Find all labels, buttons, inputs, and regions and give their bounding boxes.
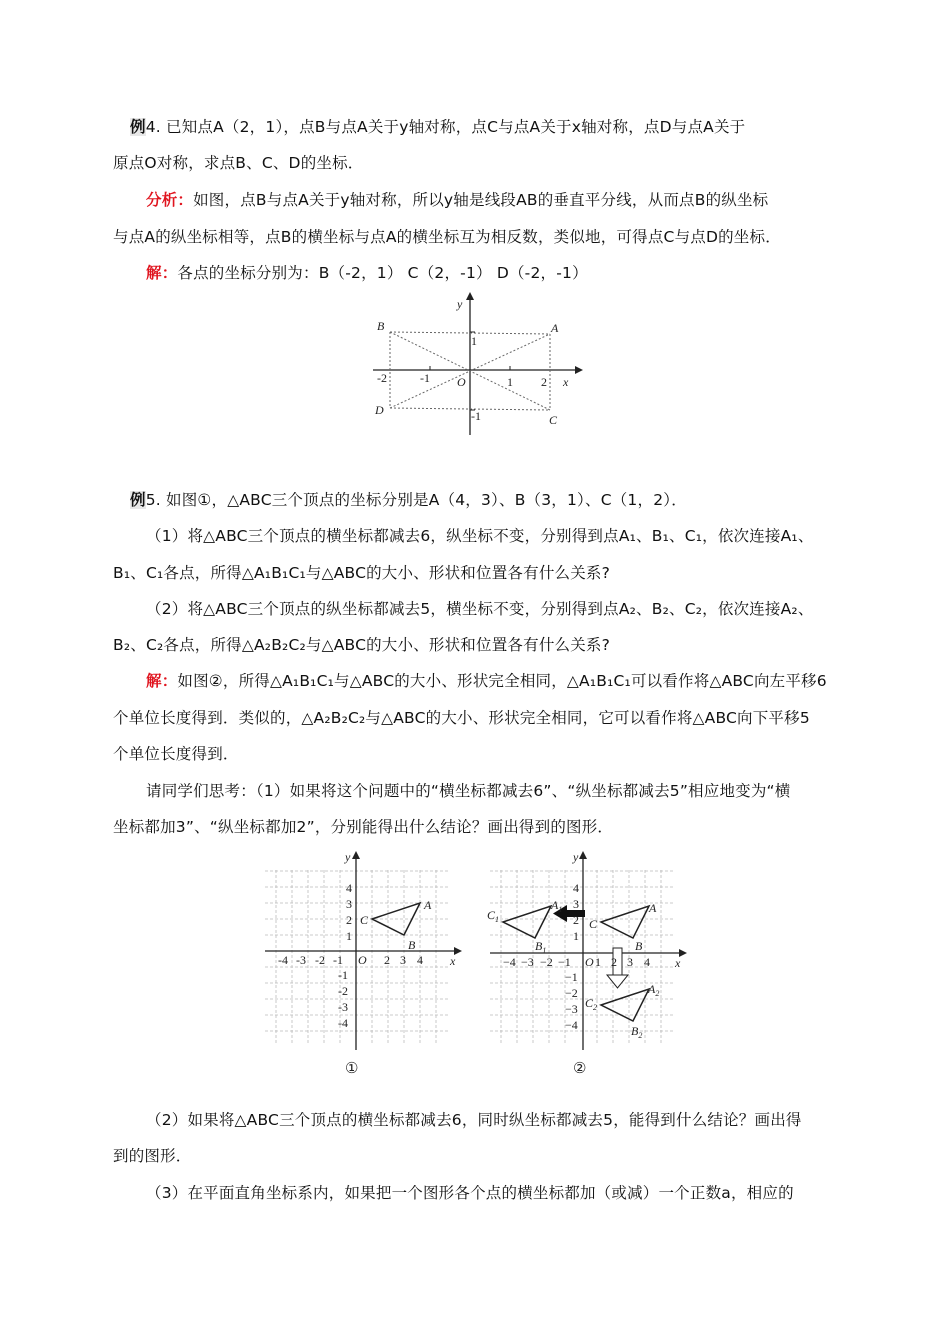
fig1-tick-y-neg2: -2 [338,984,348,998]
fig2-tick-y-neg3: −3 [565,1002,578,1016]
fig2-tick-x-neg2: −2 [540,955,553,969]
fig1-tick-x-neg2: -2 [315,953,325,967]
fig2-tick-x-4: 4 [644,955,650,969]
figure-2-grid [485,845,695,1080]
tick-x-2: 2 [541,375,547,389]
origin-label: O [457,375,466,389]
example5-label: 例 [130,491,146,509]
fig2-tick-y-neg1: −1 [565,970,578,984]
fig2-tick-y-neg4: −4 [565,1018,578,1032]
fig1-tick-y-4: 4 [346,881,352,895]
example4-number: 4 [145,118,156,136]
fig2-tick-y-2: 2 [573,913,579,927]
example4-solution [146,263,588,283]
point-b-label: B [377,319,385,333]
example4-analysis-line2: 与点A的纵坐标相等，点B的横坐标与点A的横坐标互为相反数，类似地，可得点C与点D的坐标． [113,228,781,246]
fig1-y-label: y [345,850,351,864]
fig1-tick-x-3: 3 [400,953,406,967]
q2-line1: （2）将△ABC三个顶点的纵坐标都减去5，横坐标不变，分别得到点A₂、B₂、C₂，依次连接A₂、 [146,600,814,618]
tick-y-neg1: -1 [471,409,481,423]
q1-line1: （1）将△ABC三个顶点的横坐标都减去6，纵坐标不变，分别得到点A₁、B₁、C₁，依次连接A₁、 [146,527,814,545]
think-line1: 请同学们思考：（1）如果将这个问题中的“横坐标都减去6”、“纵坐标都减去5”相应地变为“横 [146,782,791,800]
fig1-point-b: B [408,938,416,952]
figure-1-grid [260,845,470,1080]
example5-solution-label: 解： [146,672,178,690]
fig2-y-label: y [573,850,579,864]
example4-coordinate-figure [365,290,590,440]
fig1-tick-y-neg3: -3 [338,1000,348,1014]
fig1-tick-y-neg4: -4 [338,1016,348,1030]
fig2-point-b2: $B_2$ [631,1024,643,1040]
fig2-point-c: C [589,917,598,931]
q2b-line1: （2）如果将△ABC三个顶点的横坐标都减去6，同时纵坐标都减去5，能得到什么结论？画出得 [146,1111,802,1129]
fig2-caption: ② [573,1061,587,1077]
fig2-tick-x-2: 2 [611,955,617,969]
fig2-tick-x-neg3: −3 [521,955,534,969]
example5-solution-line2: 个单位长度得到．类似的，△A₂B₂C₂与△ABC的大小、形状完全相同，它可以看作将△ABC向下平移5 [113,709,810,727]
tick-x-neg2: -2 [377,371,387,385]
fig2-point-b: B [635,939,643,953]
fig2-tick-y-3: 3 [573,897,579,911]
fig1-tick-x-2: 2 [384,953,390,967]
fig2-point-a2: $A_2$ [648,982,660,998]
example4-analysis-line1 [146,190,768,210]
fig2-tick-y-neg2: −2 [565,986,578,1000]
fig2-point-c1: $C_1$ [487,908,500,924]
point-a-label: A [551,321,559,335]
tick-x-1: 1 [507,375,513,389]
fig1-point-a: A [424,898,432,912]
example5-number: 5 [145,491,156,509]
fig1-point-c: C [360,913,369,927]
example4-text: . 已知点A（2，1），点B与点A关于y轴对称，点C与点A关于x轴对称，点D与点A关于 [155,118,746,136]
tick-x-neg1: -1 [420,371,430,385]
fig1-origin: O [358,953,367,967]
q2-line2: B₂、C₂各点，所得△A₂B₂C₂与△ABC的大小、形状和位置各有什么关系? [113,636,611,654]
analysis-text: 如图，点B与点A关于y轴对称，所以y轴是线段AB的垂直平分线，从而点B的纵坐标 [193,191,769,209]
fig2-point-a: A [649,901,657,915]
example4-line2: 原点O对称，求点B、C、D的坐标． [113,154,364,172]
fig2-point-b1: $B_1$ [535,939,547,955]
fig1-tick-x-4: 4 [417,953,423,967]
example5-solution-text: 如图②，所得△A₁B₁C₁与△ABC的大小、形状完全相同，△A₁B₁C₁可以看作将△ABC向左平移6 [177,672,827,690]
fig1-tick-y-neg1: -1 [338,968,348,982]
example5-intro-text: . 如图①，△ABC三个顶点的坐标分别是A（4，3）、B（3，1）、C（1，2）． [155,491,687,509]
fig1-tick-y-2: 2 [346,913,352,927]
tick-y-1: 1 [471,334,477,348]
example4-line1 [130,117,745,137]
solution-label: 解： [146,264,178,282]
fig2-origin: O [585,955,594,969]
fig2-tick-x-1: 1 [595,955,601,969]
fig2-tick-y-1: 1 [573,929,579,943]
fig1-tick-y-1: 1 [346,929,352,943]
fig2-tick-y-4: 4 [573,881,579,895]
fig1-caption: ① [345,1061,359,1077]
example4-label: 例 [130,118,146,136]
example5-solution-line1 [146,671,827,691]
fig2-point-a1: $A_1$ [551,898,563,914]
fig2-tick-x-neg4: −4 [503,955,516,969]
x-axis-label: x [563,375,569,389]
fig2-tick-x-3: 3 [627,955,633,969]
point-d-label: D [375,403,384,417]
analysis-label: 分析： [146,191,194,209]
think-line2: 坐标都加3”、“纵坐标都加2”，分别能得出什么结论？画出得到的图形． [113,818,614,836]
point-c-label: C [549,413,558,427]
fig1-tick-y-3: 3 [346,897,352,911]
fig2-tick-x-neg1: −1 [558,955,571,969]
solution-text: 各点的坐标分别为：B（-2，1） C（2，-1） D（-2，-1） [177,264,588,282]
fig2-x-label: x [675,956,681,970]
example5-intro [130,490,687,510]
q3-line1: （3）在平面直角坐标系内，如果把一个图形各个点的横坐标都加（或减）一个正数a，相应的 [146,1184,794,1202]
q1-line2: B₁、C₁各点，所得△A₁B₁C₁与△ABC的大小、形状和位置各有什么关系? [113,564,611,582]
fig1-tick-x-neg4: -4 [278,953,288,967]
fig1-x-label: x [450,954,456,968]
q2b-line2: 到的图形． [113,1147,192,1165]
y-axis-label: y [457,297,463,311]
fig2-point-c2: $C_2$ [585,996,598,1012]
fig1-tick-x-neg1: -1 [333,953,343,967]
example5-solution-line3: 个单位长度得到． [113,745,239,763]
fig1-tick-x-neg3: -3 [296,953,306,967]
